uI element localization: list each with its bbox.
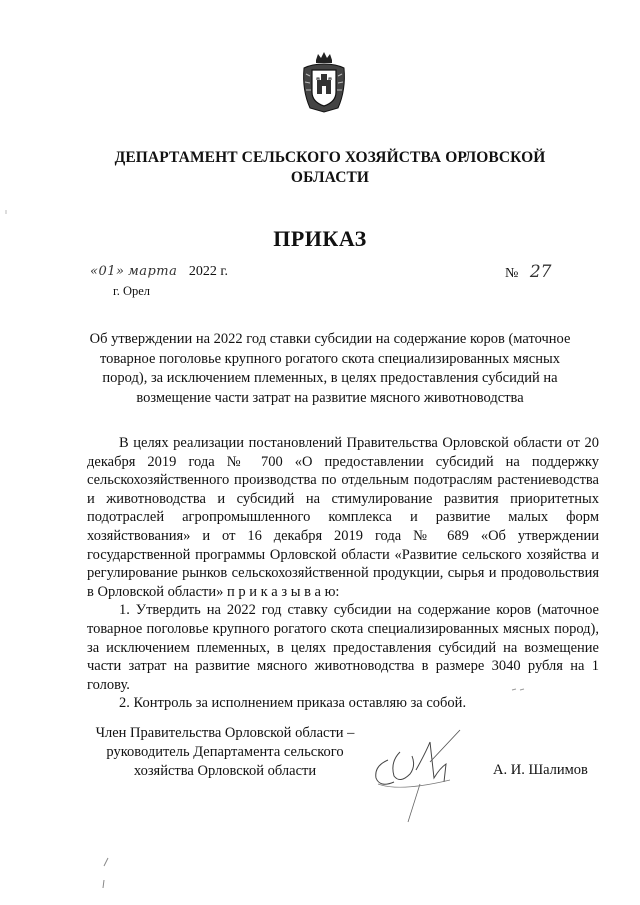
body-item-1: 1. Утвердить на 2022 год ставку субсидии на содержание коров (маточное товарное поголовье крупного рогатого скота специализированных мясных пород), за исключением племенных, в целях предоставления субсидий на возмещение части затрат на развитие мясного животноводства в размере 3040 рубля на 1 голову.: [87, 602, 599, 693]
signatory-position: [80, 724, 370, 781]
document-title: ПРИКАЗ: [273, 226, 367, 251]
handwritten-signature: [360, 722, 480, 832]
body-preamble: В целях реализации постановлений Правительства Орловской области от 20 декабря 2019 года № 700 «О предоставлении субсидий на поддержку сельскохозяйственного производства по отдельным подотраслям растениеводства и животноводства и субсидий на стимулирование развития приоритетных подотраслей агропромышленного комплекса и развитие малых форм хозяйствования» и от 16 декабря 2019 года № 689 «Об утверждении государственной программы Орловской области «Развитие сельского хозяйства и регулирование рынков сельскохозяйственной продукции, сырья и продовольствия в Орловской области» п р и к а з ы в а ю:: [87, 435, 599, 600]
department-name-line2: ОБЛАСТИ: [290, 169, 370, 186]
order-number: [505, 262, 552, 282]
subject-line: пород), за исключением племенных, в целях предоставления субсидий на: [102, 370, 558, 386]
department-name-line1: ДЕПАРТАМЕНТ СЕЛЬСКОГО ХОЗЯЙСТВА ОРЛОВСКОЙ: [114, 149, 546, 166]
order-date-month: марта: [127, 264, 178, 279]
department-name: [60, 148, 600, 188]
subject-line: товарное поголовье крупного рогатого скота специализированных мясных: [100, 350, 560, 367]
signatory-position-line2: руководитель Департамента сельского: [106, 744, 344, 760]
signatory-name: А. И. Шалимов: [493, 762, 588, 778]
order-date-year: 2022 г.: [188, 264, 229, 279]
signatory-position-line1: Член Правительства Орловской области –: [95, 725, 355, 741]
subject-line: Об утверждении на 2022 год ставки субсидии на содержание коров (маточное: [89, 331, 571, 347]
order-number-value: 27: [529, 262, 552, 282]
coat-of-arms-icon: [300, 50, 348, 114]
body-item-2: 2. Контроль за исполнением приказа оставляю за собой.: [119, 695, 467, 712]
order-date-day: «01»: [90, 264, 125, 279]
order-number-label: №: [505, 266, 519, 281]
order-body: [87, 434, 599, 713]
order-date: [90, 264, 228, 284]
order-subject: [80, 330, 580, 408]
order-city: г. Орел: [113, 284, 151, 298]
subject-line: возмещение части затрат на развитие мясного животноводства: [136, 389, 524, 406]
signatory-position-line3: хозяйства Орловской области: [133, 763, 317, 779]
